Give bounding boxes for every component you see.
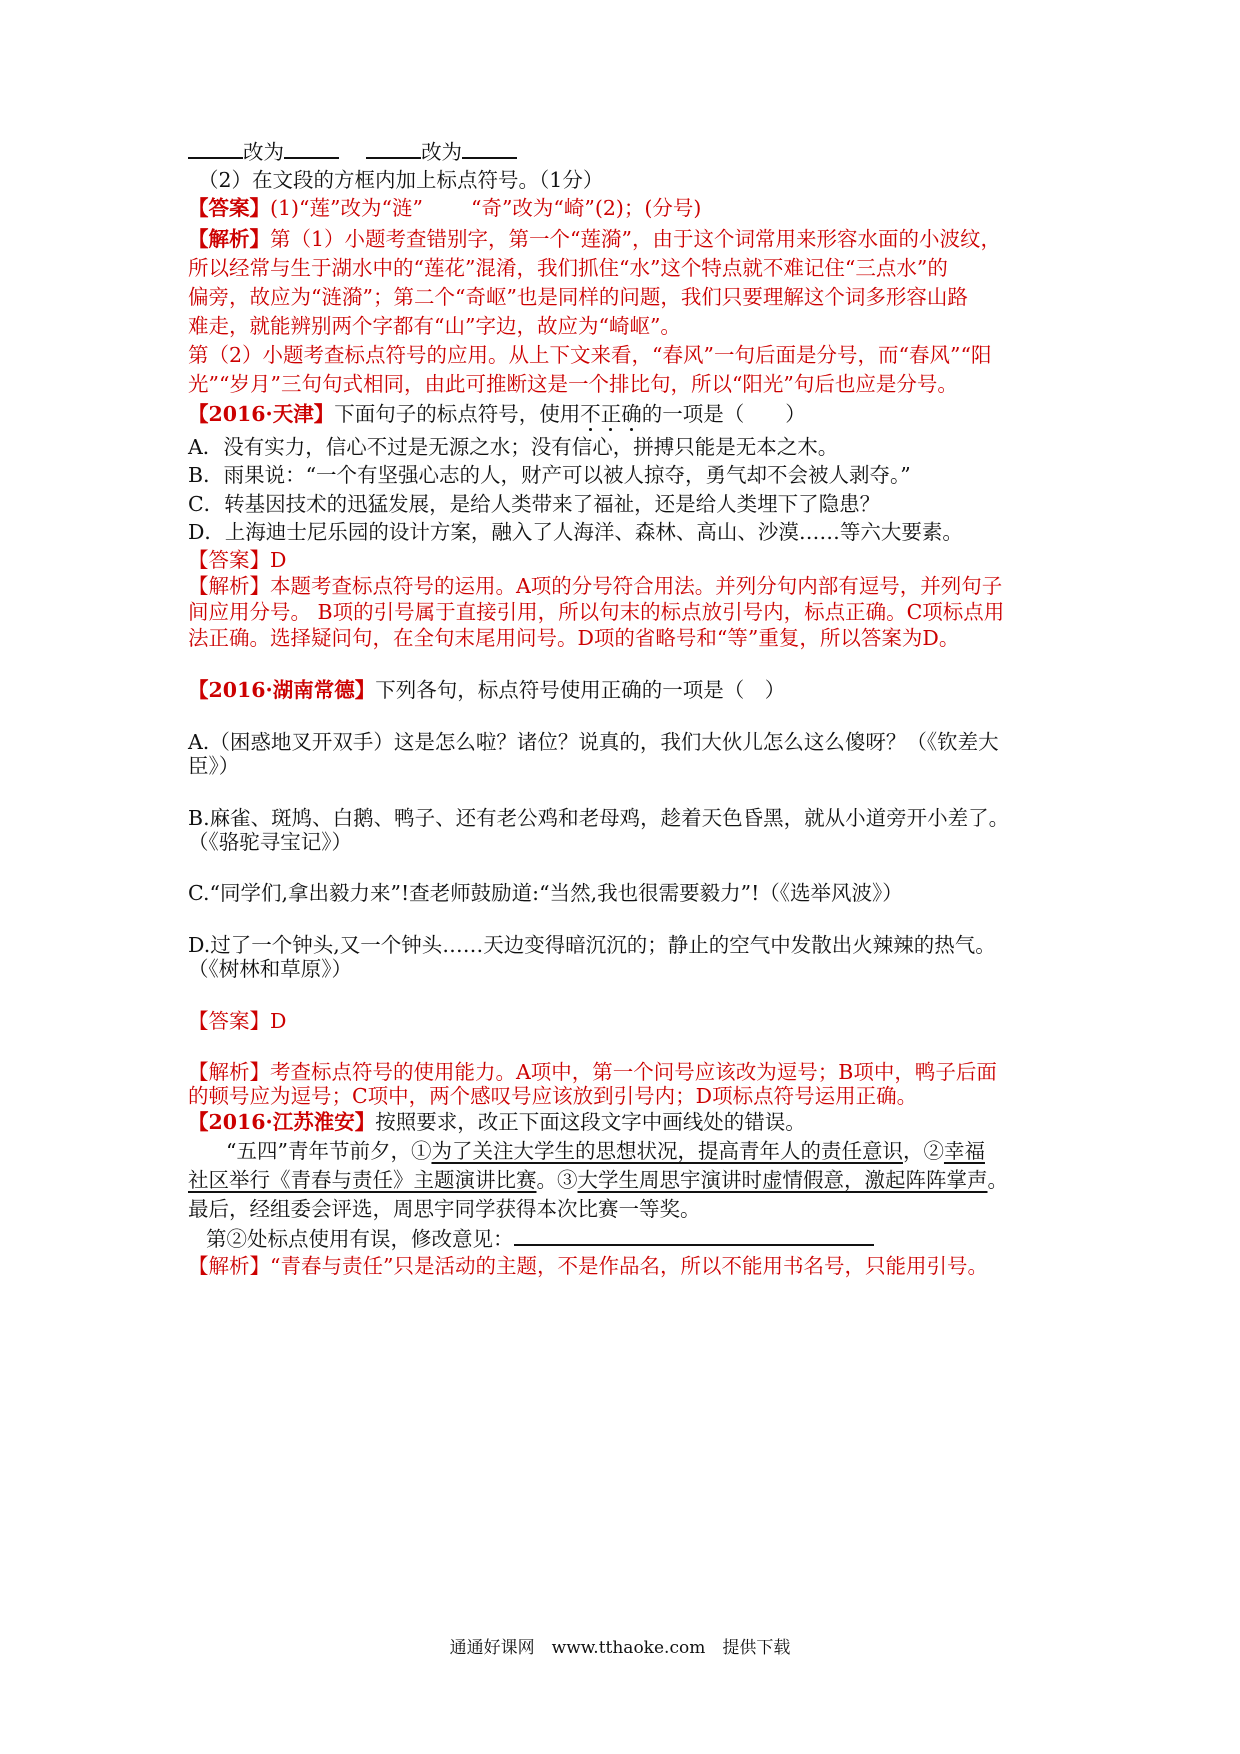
analysis-tianjin-line: 间应用分号。 B项的引号属于直接引用，所以句末的标点放引号内，标点正确。C项标点用 (188, 600, 1005, 624)
option-b: B.麻雀、斑鸠、白鹅、鸭子、还有老公鸡和老母鸡，趁着天色昏黑，就从小道旁开小差了。 (188, 806, 1010, 830)
page-footer: 通通好课网 www.tthaoke.com 提供下载 (449, 1638, 791, 1658)
passage-line: 最后，经组委会评选，周思宇同学获得本次比赛一等奖。 (188, 1197, 701, 1221)
analysis-changde-line: 【解析】考查标点符号的使用能力。A项中，第一个问号应该改为逗号；B项中，鸭子后面 (188, 1060, 997, 1084)
option-b: B．雨果说：“一个有坚强心志的人，财产可以被人掠夺，勇气却不会被人剥夺。” (188, 463, 911, 487)
question-source: 【2016·江苏淮安】 (188, 1110, 376, 1134)
blank-fill-line (188, 137, 1068, 166)
answer-text: (1)“莲”改为“涟” (270, 196, 423, 220)
question-source: 【2016·湖南常德】 (188, 678, 376, 702)
analysis-text: 第（1）小题考查错别字，第一个“莲漪”，由于这个词常用来形容水面的小波纹， (270, 227, 1002, 251)
question-stem: 的一项是（ ） (641, 402, 806, 426)
analysis-1-line: 难走，就能辨别两个字都有“山”字边，故应为“崎岖”。 (188, 314, 681, 338)
option-c: C.“同学们,拿出毅力来”!查老师鼓励道:“当然,我也很需要毅力”!（《选举风波》） (188, 881, 903, 905)
underlined-text: 幸福 (943, 1139, 985, 1163)
option-a: A．没有实力，信心不过是无源之水；没有信心，拼搏只能是无本之木。 (188, 435, 839, 459)
analysis-1-line: 所以经常与生于湖水中的“莲花”混淆，我们抓住“水”这个特点就不难记住“三点水”的 (188, 256, 948, 280)
analysis-1-line (188, 225, 1068, 253)
question-changde-stem (188, 676, 1068, 704)
answer-blank[interactable] (514, 1224, 874, 1246)
blank-label: 改为 (243, 140, 284, 164)
question-source: 【2016·天津】 (188, 402, 335, 426)
q2-instruction: （2）在文段的方框内加上标点符号。（1分） (198, 168, 604, 192)
blank-label: 改为 (421, 140, 463, 164)
blank[interactable] (366, 137, 421, 159)
question-tianjin-stem (188, 400, 1068, 428)
analysis-tianjin-line: 【解析】本题考查标点符号的运用。A项的分号符合用法。并列分句内部有逗号，并列句子 (188, 574, 1003, 598)
question-stem: 下面句子的标点符号，使用 (334, 402, 581, 426)
emphasis-char: 不 (580, 402, 601, 426)
option-d: D．上海迪士尼乐园的设计方案，融入了人海洋、森林、高山、沙漠……等六大要素。 (188, 520, 963, 544)
analysis-huaian: 【解析】“青春与责任”只是活动的主题，不是作品名，所以不能用书名号，只能用引号。 (188, 1254, 988, 1278)
answer-tianjin: 【答案】D (188, 548, 287, 572)
blank[interactable] (462, 137, 517, 159)
analysis-changde-line: 的顿号应为逗号；C项中，两个感叹号应该放到引号内；D项标点符号运用正确。 (188, 1084, 918, 1108)
analysis-tag: 【解析】 (188, 227, 270, 251)
analysis-1-line: 偏旁，故应为“涟漪”；第二个“奇岖”也是同样的问题，我们只要理解这个词多形容山路 (188, 285, 968, 309)
passage-text: “五四”青年节前夕，① (226, 1139, 432, 1163)
analysis-tianjin-line: 法正确。选择疑问句，在全句末尾用问号。D项的省略号和“等”重复，所以答案为D。 (188, 626, 960, 650)
underlined-text: 社区举行《青春与责任》主题演讲比赛 (188, 1168, 537, 1192)
passage-text: 。③ (536, 1168, 578, 1192)
option-a: A.（困惑地叉开双手）这是怎么啦？诸位？说真的，我们大伙儿怎么这么傻呀？（《钦差大 (188, 730, 999, 754)
passage-line (188, 1166, 1068, 1194)
blank[interactable] (284, 137, 339, 159)
revision-prompt (206, 1224, 1086, 1253)
option-d: （《树林和草原》） (188, 957, 352, 981)
option-d: D.过了一个钟头,又一个钟头……天边变得暗沉沉的；静止的空气中发散出火辣辣的热气。 (188, 933, 996, 957)
question-stem: 按照要求，改正下面这段文字中画线处的错误。 (375, 1110, 806, 1134)
blank[interactable] (188, 137, 243, 159)
underlined-text: 大学生周思宇演讲时虚情假意，激起阵阵掌声 (577, 1168, 988, 1192)
emphasis-char: 确 (621, 402, 642, 426)
prompt-text: 第②处标点使用有误，修改意见： (206, 1227, 514, 1251)
option-c: C．转基因技术的迅猛发展，是给人类带来了福祉，还是给人类埋下了隐患？ (188, 492, 881, 516)
underlined-text: 为了关注大学生的思想状况，提高青年人的责任意识 (431, 1139, 903, 1163)
question-stem: 下列各句，标点符号使用正确的一项是（ ） (375, 678, 786, 702)
analysis-1-line: 光”“岁月”三句句式相同，由此可推断这是一个排比句，所以“阳光”句后也应是分号。 (188, 372, 958, 396)
analysis-1-line: 第（2）小题考查标点符号的应用。从上下文来看，“春风”一句后面是分号，而“春风”“阳 (188, 343, 992, 367)
answer-text: “奇”改为“崎”(2)；(分号) (470, 196, 702, 220)
answer-changde: 【答案】D (188, 1009, 287, 1033)
option-a: 臣》） (188, 754, 240, 778)
question-huaian-stem (188, 1108, 1068, 1136)
passage-text: 。 (987, 1168, 1008, 1192)
emphasis-char: 正 (600, 402, 622, 426)
passage-text: ，② (902, 1139, 944, 1163)
answer-1 (188, 194, 1068, 222)
passage-line (226, 1137, 1106, 1165)
option-b: （《骆驼寻宝记》） (188, 830, 352, 854)
answer-tag: 【答案】 (188, 196, 270, 220)
